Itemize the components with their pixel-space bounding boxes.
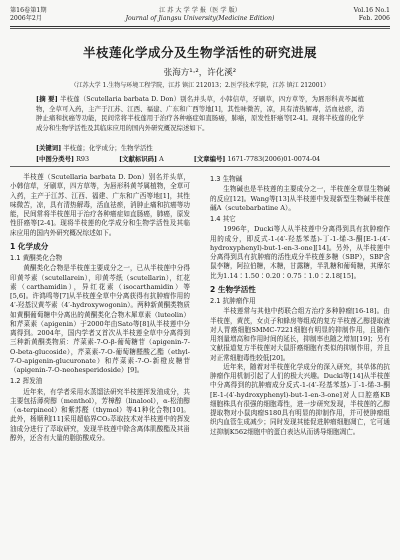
section-divider — [10, 166, 390, 167]
abstract-label: [摘 要] — [36, 95, 58, 103]
subsection-heading: 1.2 挥发油 — [10, 377, 43, 386]
article-title: 半枝莲化学成分及生物学活性的研究进展 — [82, 45, 317, 60]
body-column-right — [210, 173, 390, 437]
header-rule — [10, 26, 390, 27]
running-header — [10, 6, 390, 36]
subsection-heading: 1.4 其它 — [210, 215, 236, 223]
body-paragraph: 近年来，随着对半枝莲化学成分的深入研究，其单体的抗肿瘤作用机制引起了人们的极大兴趣。Ducki等[14]从半枝莲中分离得到的抗肿瘤成分反式-1-(4′-羟基苯基)-丁-1-烯-3-酮[E-1-(4′-hydroxyphenyl)-but-1-en-3-one]对人口腔癌KB细胞株具有很强的细胞毒性，进一步研究发现，半枝莲的乙醇提取物对小鼠肉瘤S180具有明显的抑制作用，并可使肿瘤组织内血管生成减少；同时发现其能促进肿瘤细胞凋亡，它可通过抑制K562细胞中的蛋白表达从而诱导细胞凋亡。 — [210, 362, 390, 436]
abstract — [36, 95, 364, 133]
article-authors: 张海方¹·²，许化溪² — [163, 68, 237, 78]
abstract-text: 半枝莲（Scutellaria barbata D. Don）别名并头草，小韩信草，牙刷草，四方草等，为唇形科黄芩属植物，全草可入药，主产于江苏、江西、福建、广东和广西等地[1]，其性味微苦，凉，具有清热解毒，活血祛瘀，消肿止痛和抗癌等功能，民间常将半枝莲用于治疗各种癌症如直肠癌，肺癌，原发性肝癌等[2-4]。现将半枝莲的化学成分和生物学活性及其临床应用的国内外研究概况综述如下。 — [36, 95, 364, 132]
body-paragraph: 生物碱也是半枝莲的主要成分之一，半枝莲全草显生物碱的反应[12]。Wang等[13]从半枝莲中发现新型生物碱半枝莲碱A（scutebarbatine A）。 — [210, 185, 390, 212]
author-affiliation: （江苏大学 1.生物与环境工程学院，江苏 镇江 212013；2.医学技术学院，江苏 镇江 212001） — [70, 82, 330, 89]
body-paragraph: 黄酮类化合物是半枝莲主要成分之一，已从半枝莲中分得印黄芩素（scutellarein），印黄芩纸（scutellarin），红花素（carthamidin），异红花素（isocarthamidin）等[5,6]。许鸿鸣等[7]从半枝莲全草中分离获得有抗肿瘤作用的4′-羟基汉黄芩素（4′-hydroxywogonin）。两种新黄酮类物质如黄酮葡萄糖中分离出的黄酮类化合物木犀草素（luteolin）和芹菜素（apigenin）于2000年由Sato等[8]从半枝莲中分离得到。2004年，国内学者又首次从半枝莲全草中分离得到三种新黄酮类物质：芹菜素-7-O-β-葡萄糖苷（apigenin-7-O-beta-glucoside），芹菜素-7-O-葡萄糖醛酸乙酯（ethyl-7-O-apigenin-glucuronate）和芹菜素-7-O-新橙皮糖苷（apigenin-7-O-neohesperidoside）[9]。 — [10, 264, 190, 374]
body-paragraph: 1996年，Ducki等人从半枝莲中分离得到具有抗肿瘤作用的成分，即反式-1-(4′-羟基苯基)-丁-1-烯-3-酮[E-1-(4′-hydroxyphenyl)-but-1-en-3-one][14]。另外，从半枝莲中分离得到具有抗肿瘤的活性成分半枝莲多糖（SBP），SBP含鼠李糖，阿拉伯糖，木糖，甘露糖，半乳糖和葡萄糖，其摩尔比为1.14∶1.50∶0.20∶0.75∶1.0∶2.18[15]。 — [210, 225, 390, 280]
volume-info: Vol.16 No.1 Feb. 2006 — [353, 7, 390, 22]
clc-code: [中图分类号] R93 — [36, 155, 90, 163]
subsection-heading: 1.3 生物碱 — [210, 175, 243, 183]
classification-line — [36, 154, 364, 163]
article-number: [文章编号] 1671-7783(2006)01-0074-04 — [193, 155, 321, 163]
subsection-heading: 1.1 黄酮类化合物 — [10, 254, 63, 262]
body-paragraph: 近年来，有学者采用水蒸馏法研究半枝莲挥发油成分，共主要包括薄荷醇（menthol），芳樟醇（linalool），α-松油醇（α-terpineol）和紫苏醛（thymol）等41种化合物[10]。此外，杨顺利[11]采用超临界CO₂萃取技术对半枝莲中的挥发油成分进行了萃取研究，发现半枝莲中除含离体肌酸酯及其甾醇外，还含有大量的脂肪酸成分。 — [10, 387, 190, 442]
intro-paragraph: 半枝莲（Scutellaria barbata D. Don）别名并头草，小韩信草，牙刷草，四方草等，为唇形科黄芩属植物，全草可入药，主产于江苏、江西、福建、广东和广西等地[1]，其性味微苦，凉，具有清热解毒，活血祛瘀，消肿止痛和抗癌等功能，民间常将半枝莲用于治疗各种癌症如直肠癌，肺癌，原发性肝癌等[2-4]。现将半枝莲的化学成分和生物学活性及其临床应用的国内外研究概况综述如下。 — [10, 173, 190, 237]
journal-name: 江 苏 大 学 学 报（医 学 版） Journal of Jiangsu University(Medicine Edition) — [125, 7, 275, 22]
section-heading: 1 化学成分 — [10, 241, 49, 251]
header-rule-thin — [10, 28, 390, 29]
issue-info: 第16卷第1期 2006年2月 — [10, 7, 47, 22]
keywords — [36, 143, 364, 152]
body-column-left — [10, 173, 190, 443]
doc-code: [文献标识码] A — [119, 155, 164, 163]
section-heading: 2 生物学活性 — [210, 284, 256, 294]
keywords-text: 半枝莲；化学成分；生物学活性 — [63, 144, 153, 152]
body-paragraph: 半枝莲常与其他中药联合组方治疗多种肿瘤[16-18]。由半枝莲，黄芪，女贞子和蜂房等组成的复方半枝莲乙醇提取液对人胃癌细胞SMMC-7221细胞有明显的抑制作用，且随作用剂量增高和作用时间的延长，抑制率也随之增加[19]；另有文献报道复方半枝莲对大鼠肝癌细胞有类似的抑制作用，并且对正常细胞毒性较低[20]。 — [210, 307, 390, 362]
keywords-label: [关键词] — [36, 144, 62, 152]
subsection-heading: 2.1 抗肿瘤作用 — [210, 297, 256, 305]
